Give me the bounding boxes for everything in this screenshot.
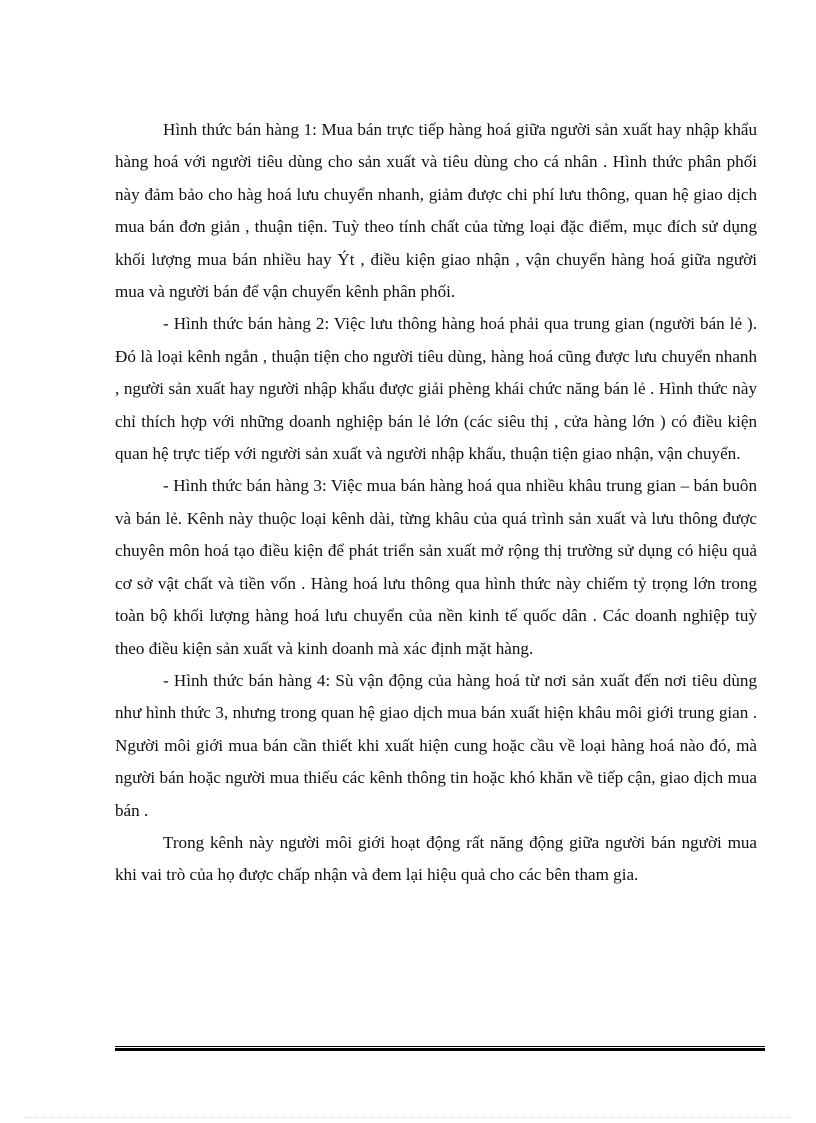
paragraph-sales-form-4: - Hình thức bán hàng 4: Sù vận động của hàng hoá từ nơi sản xuất đến nơi tiêu dùng như hình thức 3, nhưng trong quan hệ giao dịch mua bán xuất hiện khâu môi giới trung gian . Người môi giới mua bán cần thiết khi xuất hiện cung hoặc cầu về loại hàng hoá nào đó, mà người bán hoặc người mua thiếu các kênh thông tin hoặc khó khăn về tiếp cận, giao dịch mua bán . xyxy=(115,670,757,820)
paragraph-sales-form-2: - Hình thức bán hàng 2: Việc lưu thông hàng hoá phải qua trung gian (người bán lẻ ). Đó là loại kênh ngắn , thuận tiện cho người tiêu dùng, hàng hoá cũng được lưu chuyển nhanh , người sản xuất hay người nhập khẩu được giải phèng khái chức năng bán lẻ . Hình thức này chỉ thích hợp với những doanh nghiệp bán lẻ lớn (các siêu thị , cửa hàng lớn ) có điều kiện quan hệ trực tiếp với người sản xuất và người nhập khẩu, thuận tiện giao nhận, vận chuyển. xyxy=(115,314,757,464)
footer-double-rule xyxy=(115,1046,765,1051)
page-bottom-edge xyxy=(24,1117,792,1118)
paragraph-sales-form-3: - Hình thức bán hàng 3: Việc mua bán hàng hoá qua nhiều khâu trung gian – bán buôn và bán lẻ. Kênh này thuộc loại kênh dài, từng khâu của quá trình sản xuất và lưu thông được chuyên môn hoá tạo điều kiện để phát triển sản xuất mở rộng thị trường sử dụng có hiệu quả cơ sở vật chất và tiền vốn . Hàng hoá lưu thông qua hình thức này chiếm tỷ trọng lớn trong toàn bộ khối lượng hàng hoá lưu chuyển của nền kinh tế quốc dân . Các doanh nghiệp tuỳ theo điều kiện sản xuất và kinh doanh mà xác định mặt hàng. xyxy=(115,476,757,658)
paragraph-sales-form-1: Hình thức bán hàng 1: Mua bán trực tiếp hàng hoá giữa người sản xuất hay nhập khẩu hàng hoá với người tiêu dùng cho sản xuất và tiêu dùng cho cá nhân . Hình thức phân phối này đảm bảo cho hàg hoá lưu chuyển nhanh, giảm được chi phí lưu thông, quan hệ giao dịch mua bán đơn giản , thuận tiện. Tuỳ theo tính chất của từng loại đặc điểm, mục đích sử dụng khối lượng mua bán nhiều hay Ýt , điều kiện giao nhận , vận chuyển hàng hoá giữa người mua và người bán để vận chuyển kênh phân phối. xyxy=(115,120,757,302)
paragraph-broker-role: Trong kênh này người môi giới hoạt động rất năng động giữa người bán người mua khi vai trò của họ được chấp nhận và đem lại hiệu quả cho các bên tham gia. xyxy=(115,832,757,885)
body-text xyxy=(115,114,757,892)
